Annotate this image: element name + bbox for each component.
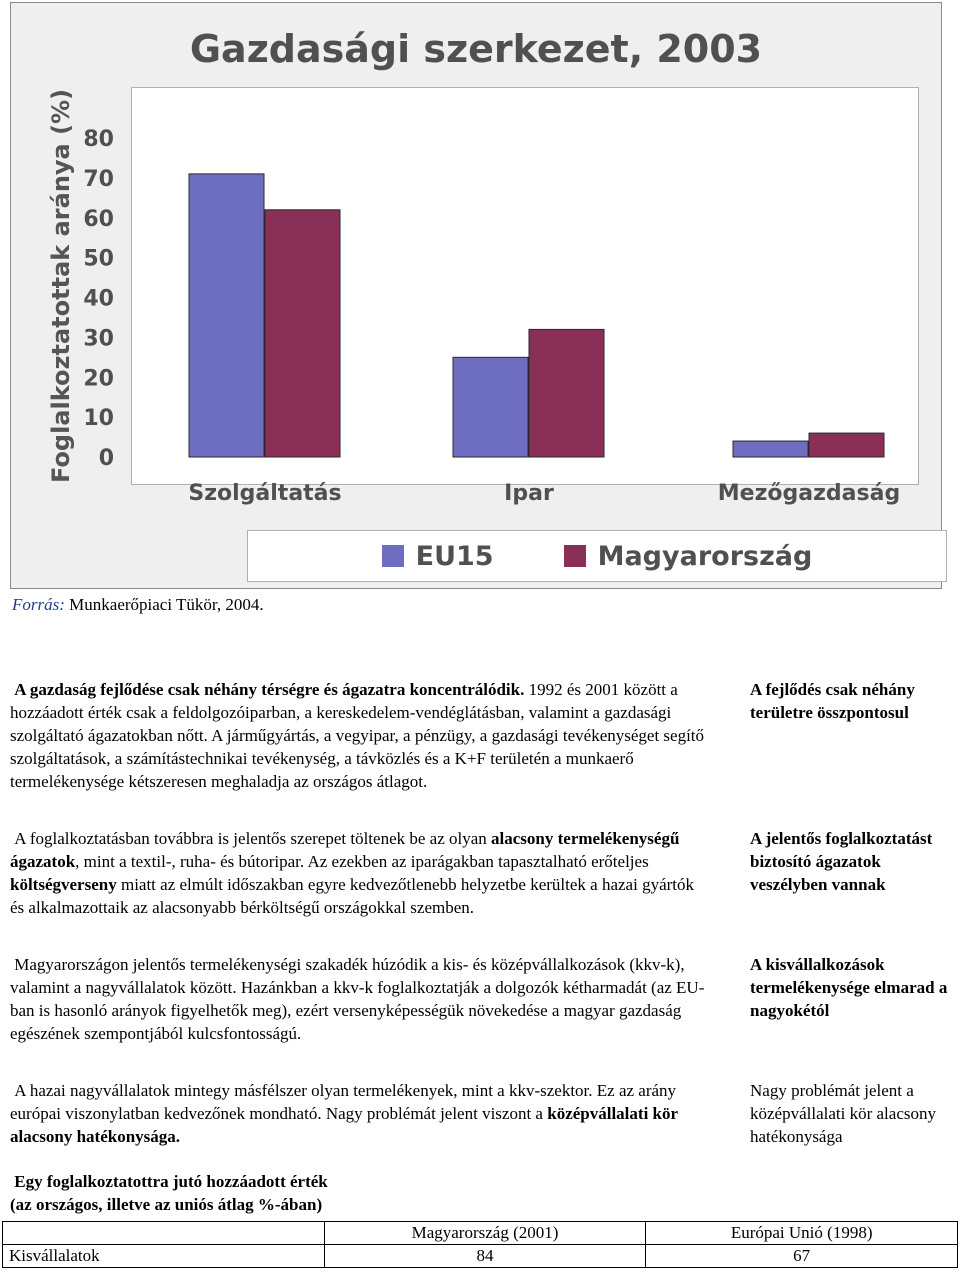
paragraph-1: [10, 678, 710, 793]
bar-eu15-2: [733, 441, 808, 457]
paragraph-4-a: A hazai nagyvállalatok mintegy másfélszer olyan termelékenyek, mint a kkv-szektor. Ez az arány európai viszonylatban kedvezőnek mondható. Nagy problémát jelent viszont a: [10, 1081, 677, 1123]
legend-swatch-hungary: [564, 545, 586, 567]
table-title: [10, 1170, 328, 1216]
sidenote-2: A jelentős foglalkoztatást biztosító ágazatok veszélyben vannak: [750, 829, 933, 894]
sidenote-1: A fejlődés csak néhány területre összpontosul: [750, 680, 915, 722]
chart-svg: [11, 3, 943, 590]
table-cell: Kisvállalatok: [3, 1245, 325, 1268]
paragraph-2-b: alacsony termelékenységű ágazatok: [10, 829, 680, 871]
legend-swatch-eu15: [382, 545, 404, 567]
table-header-cell: Európai Unió (1998): [646, 1222, 958, 1245]
table-title-line-2: (az országos, illetve az uniós átlag %-ában): [10, 1195, 323, 1214]
paragraph-3: [10, 953, 710, 1045]
source-text: Munkaerőpiaci Tükör, 2004.: [69, 595, 264, 614]
y-tick-label: 50: [83, 246, 114, 272]
paragraph-4-b: középvállalati kör alacsony hatékonysága.: [10, 1104, 678, 1146]
table-header-cell: [3, 1222, 325, 1245]
legend-item-hungary: [564, 541, 813, 572]
bar-eu15-0: [189, 174, 264, 457]
sidenote-3: A kisvállalkozások termelékenysége elmarad a nagyokétól: [750, 955, 948, 1020]
y-tick-label: 10: [83, 406, 114, 432]
y-tick-label: 60: [83, 206, 114, 232]
paragraph-1-bold: A gazdaság fejlődése csak néhány térségre és ágazatra koncentrálódik.: [14, 680, 525, 699]
y-tick-label: 40: [83, 286, 114, 312]
table-header-row: [3, 1222, 958, 1245]
chart-title: Gazdasági szerkezet, 2003: [189, 27, 763, 71]
y-tick-label: 30: [83, 326, 114, 352]
paragraph-2: [10, 827, 710, 919]
y-tick-label: 80: [83, 127, 114, 152]
x-category-label: Ipar: [504, 481, 554, 506]
paragraph-1-text: 1992 és 2001 között a hozzáadott érték csak a feldolgozóiparban, a kereskedelem-vendéglátásban, valamint a gazdasági szolgáltató ágazatokban nőtt. A járműgyártás, a vegyipar, a pénzügy, a gazdasági tevékenységet segítő szolgáltatások, a számítástechnikai tevékenység, a távközlés és a K+F területén a munkaerő termelékenysége kétszeresen meghaladja az országos átlagot.: [10, 680, 705, 791]
y-axis-label: Foglalkoztatottak aránya (%): [47, 88, 75, 483]
bar-hungary-0: [265, 210, 340, 457]
paragraph-2-c: , mint a textil-, ruha- és bútoripar. Az ezekben az iparágakban tapasztalható erőteljes: [75, 852, 649, 871]
paragraph-3-text: Magyarországon jelentős termelékenységi szakadék húzódik a kis- és középvállalkozások (kkv-k), valamint a nagyvállalatok között. Hazánkban a kkv-k foglalkoztatják a dolgozók kétharmadát (az EU-ban is hasonló arányok figyelhetők meg), ezért versenyképességük növekedése a magyar gazdaság egészének szempontjából kulcsfontosságú.: [10, 955, 705, 1043]
bar-hungary-1: [529, 329, 604, 457]
bar-eu15-1: [453, 357, 528, 457]
paragraph-2-e: miatt az elmúlt időszakban egyre kedvezőtlenebb helyzetbe kerültek a hazai gyártók és alkalmazottaik az alacsonyabb bérköltségű országokkal szemben.: [10, 875, 694, 917]
chart: [10, 2, 942, 589]
table-cell: 84: [324, 1245, 646, 1268]
source-line: [12, 595, 264, 615]
data-table: [2, 1221, 958, 1268]
paragraph-2-d: költségverseny: [10, 875, 117, 894]
table-row: [3, 1245, 958, 1268]
legend-label-eu15: EU15: [415, 540, 494, 572]
paragraph-4: [10, 1079, 710, 1148]
paragraph-2-a: A foglalkoztatásban továbbra is jelentős szerepet töltenek be az olyan: [14, 829, 492, 848]
y-tick-label: 0: [98, 446, 114, 471]
legend-item-eu15: [382, 541, 494, 572]
y-tick-label: 20: [83, 366, 114, 392]
bar-hungary-2: [809, 433, 884, 457]
legend-label-hungary: Magyarország: [597, 540, 813, 572]
chart-legend: [247, 530, 947, 582]
table-title-line-1: Egy foglalkoztatottra jutó hozzáadott érték: [14, 1172, 328, 1191]
x-category-label: Szolgáltatás: [188, 481, 342, 506]
x-category-label: Mezőgazdaság: [717, 481, 901, 506]
table-header-cell: Magyarország (2001): [324, 1222, 646, 1245]
source-label: Forrás:: [12, 595, 65, 614]
table-cell: 67: [646, 1245, 958, 1268]
sidenote-4: Nagy problémát jelent a középvállalati kör alacsony hatékonysága: [750, 1081, 936, 1146]
y-tick-label: 70: [83, 166, 114, 192]
